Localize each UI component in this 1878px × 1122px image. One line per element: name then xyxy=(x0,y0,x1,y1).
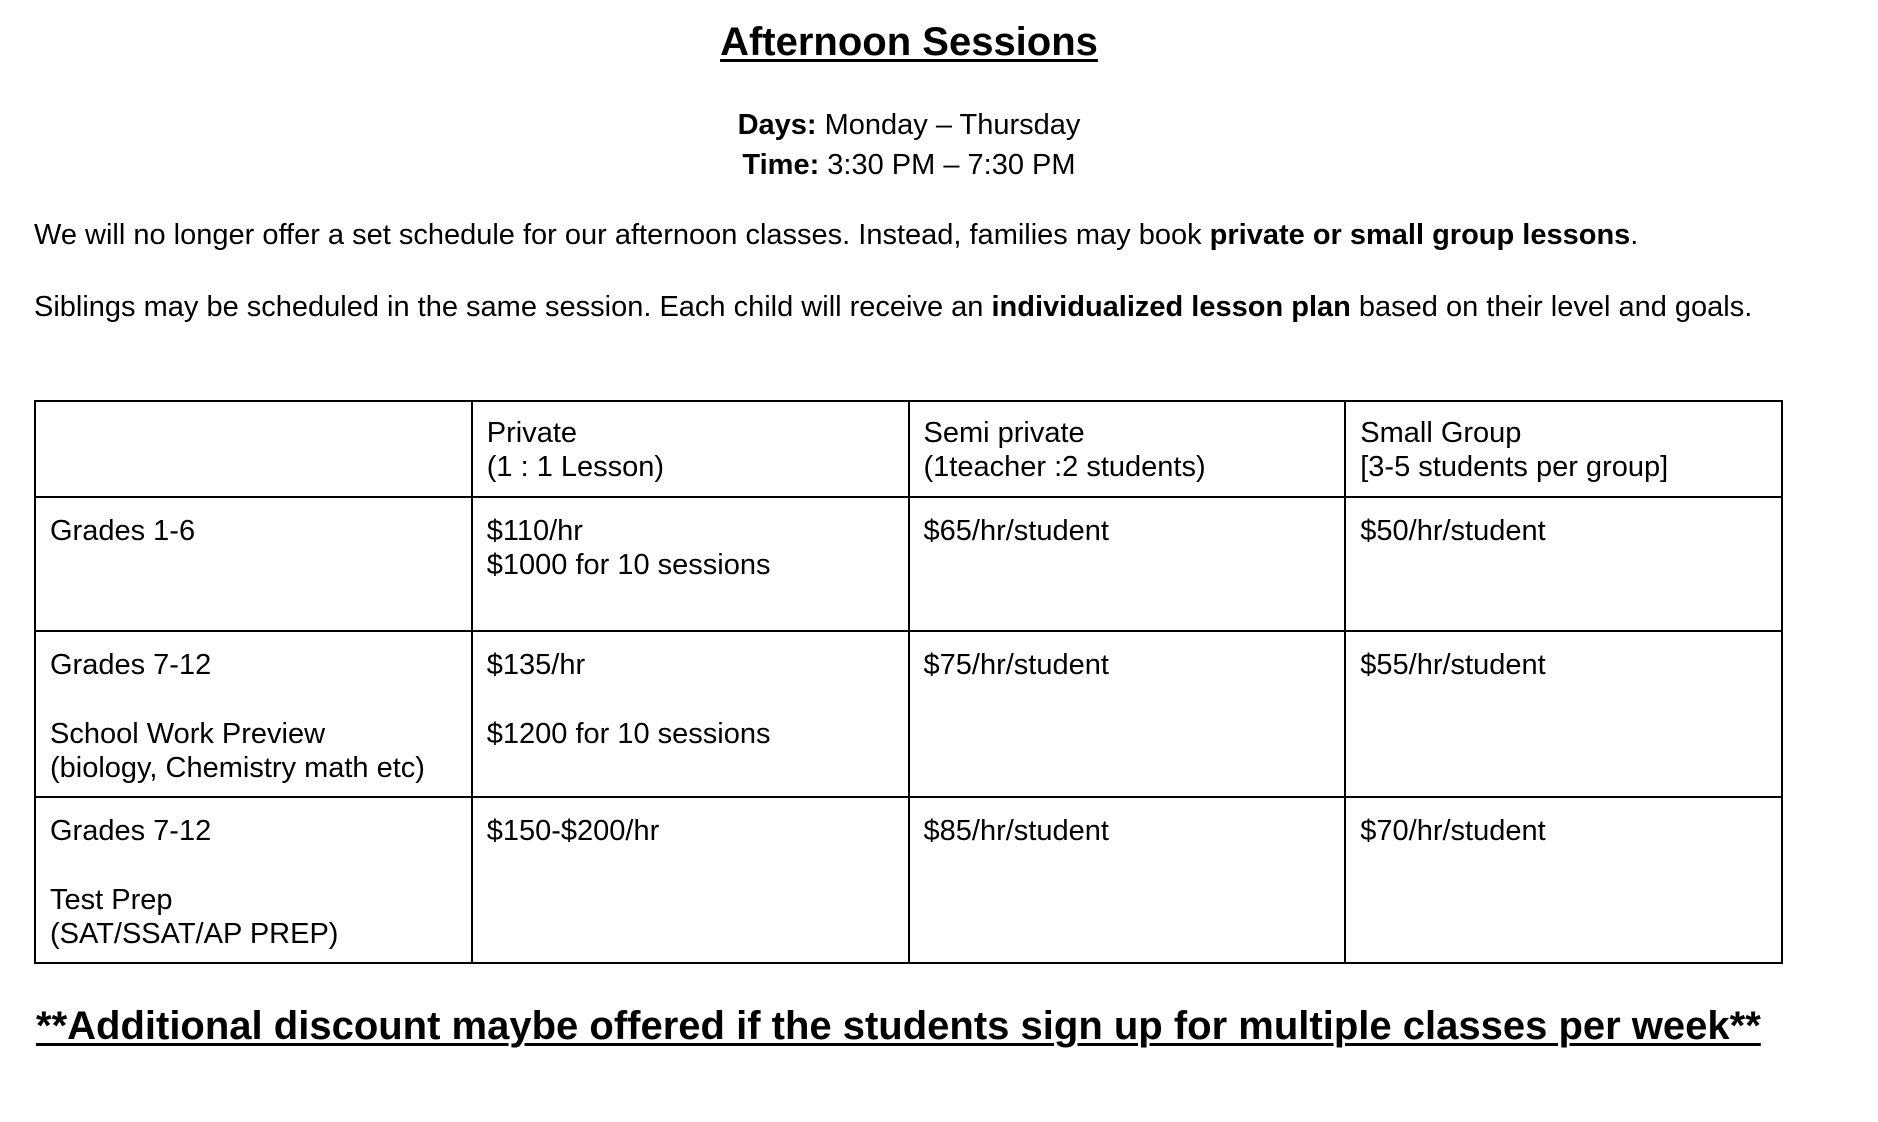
subject-detail: (SAT/SSAT/AP PREP) xyxy=(50,918,339,950)
private-cell xyxy=(472,497,909,631)
time-value: 3:30 PM – 7:30 PM xyxy=(819,149,1076,181)
subject-label: Test Prep xyxy=(50,884,173,916)
private-cell xyxy=(472,631,909,797)
semi-private-rate: $85/hr/student xyxy=(923,815,1109,847)
table-row xyxy=(35,797,1782,963)
private-rate: $150-$200/hr xyxy=(486,815,660,847)
small-group-cell xyxy=(1345,631,1782,797)
intro-text: We will no longer offer a set schedule for our afternoon classes. Instead, families may book xyxy=(34,219,1210,251)
private-rate: $110/hr xyxy=(486,515,583,547)
private-package: $1200 for 10 sessions xyxy=(486,718,771,750)
grade-cell xyxy=(35,497,472,631)
time-line xyxy=(0,145,1818,185)
header-line1: Semi private xyxy=(923,417,1085,449)
header-cell-semi-private xyxy=(909,401,1346,497)
table-row xyxy=(35,497,1782,631)
small-group-rate: $55/hr/student xyxy=(1360,649,1546,681)
private-package: $1000 for 10 sessions xyxy=(486,549,771,581)
subject-detail: (biology, Chemistry math etc) xyxy=(50,752,425,784)
subject-label: School Work Preview xyxy=(50,718,326,750)
header-line1: Private xyxy=(486,417,578,449)
header-line1: Small Group xyxy=(1360,417,1522,449)
intro-bold: private or small group lessons xyxy=(1209,219,1631,251)
header-line2: [3-5 students per group] xyxy=(1360,451,1669,483)
grade-label: Grades 1-6 xyxy=(50,515,196,547)
private-cell xyxy=(472,797,909,963)
small-group-rate: $70/hr/student xyxy=(1360,815,1546,847)
header-cell-empty xyxy=(35,401,472,497)
grade-cell xyxy=(35,797,472,963)
page-title: Afternoon Sessions xyxy=(720,20,1098,64)
siblings-end: based on their level and goals. xyxy=(1350,291,1753,323)
small-group-rate: $50/hr/student xyxy=(1360,515,1546,547)
header-line2: (1 : 1 Lesson) xyxy=(486,451,665,483)
table-row xyxy=(35,631,1782,797)
line-gap xyxy=(50,682,457,717)
semi-private-cell xyxy=(909,797,1346,963)
discount-note: **Additional discount maybe offered if the students sign up for multiple classes per week** xyxy=(36,1004,1761,1048)
header-cell-small-group xyxy=(1345,401,1782,497)
grade-cell xyxy=(35,631,472,797)
intro-paragraph xyxy=(34,215,1774,255)
intro-end: . xyxy=(1630,219,1639,251)
small-group-cell xyxy=(1345,797,1782,963)
table-header-row xyxy=(35,401,1782,497)
siblings-bold: individualized lesson plan xyxy=(991,291,1351,323)
semi-private-cell xyxy=(909,631,1346,797)
grade-label: Grades 7-12 xyxy=(50,649,212,681)
time-label: Time: xyxy=(742,149,820,181)
header-cell-private xyxy=(472,401,909,497)
days-line xyxy=(0,105,1818,145)
siblings-text: Siblings may be scheduled in the same session. Each child will receive an xyxy=(34,291,992,323)
semi-private-rate: $65/hr/student xyxy=(923,515,1109,547)
pricing-table xyxy=(34,400,1783,964)
small-group-cell xyxy=(1345,497,1782,631)
days-value: Monday – Thursday xyxy=(816,109,1081,141)
private-rate: $135/hr xyxy=(486,649,586,681)
header-line2: (1teacher :2 students) xyxy=(923,451,1206,483)
line-gap xyxy=(50,848,457,883)
line-gap xyxy=(487,682,894,717)
semi-private-rate: $75/hr/student xyxy=(923,649,1109,681)
days-label: Days: xyxy=(737,109,817,141)
grade-label: Grades 7-12 xyxy=(50,815,212,847)
semi-private-cell xyxy=(909,497,1346,631)
siblings-paragraph xyxy=(34,287,1774,327)
